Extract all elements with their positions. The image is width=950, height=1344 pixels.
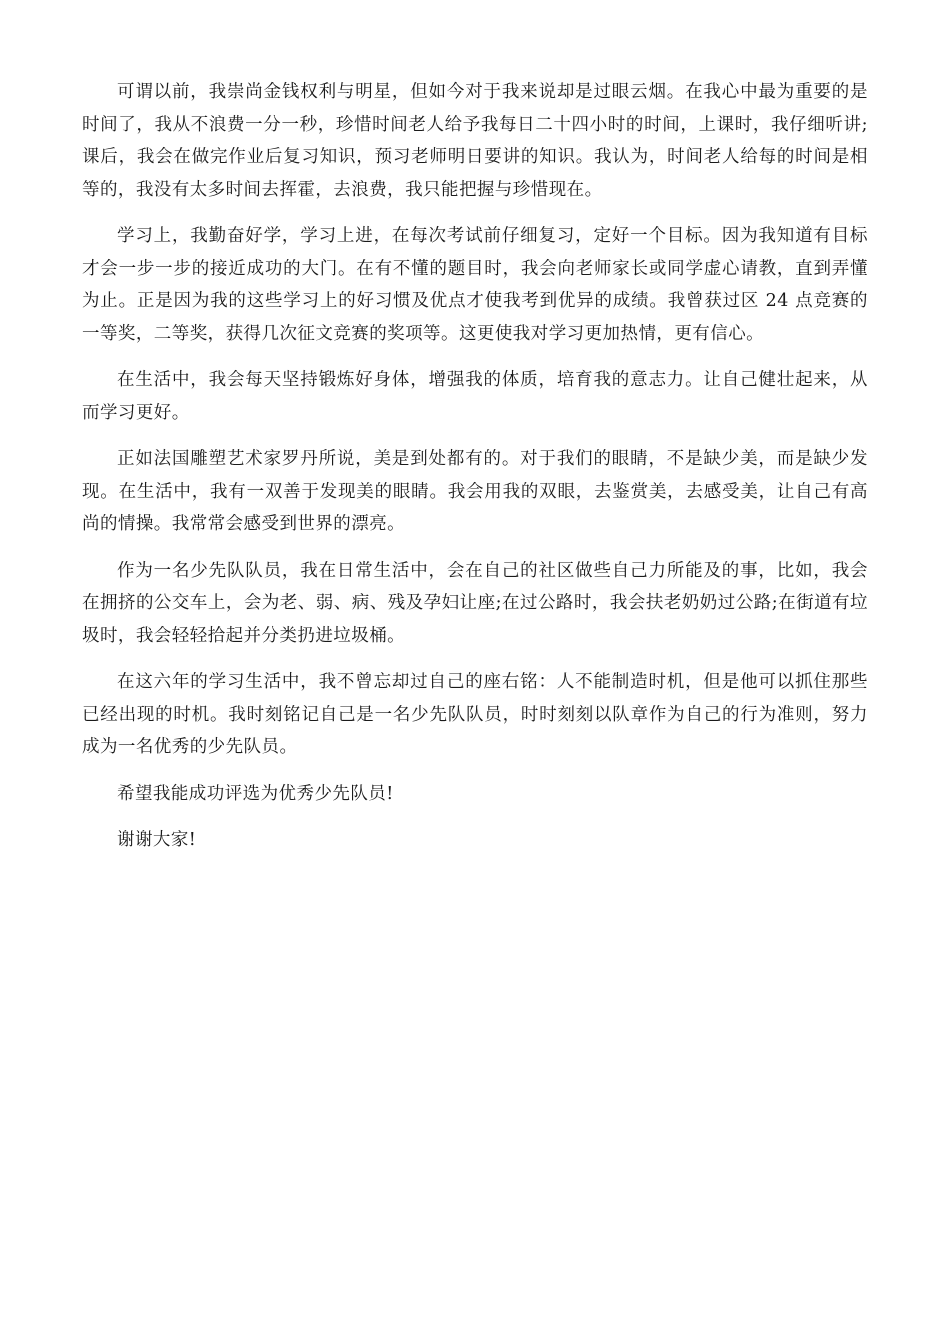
paragraph-community: 作为一名少先队队员，我在日常生活中，会在自己的社区做些自己力所能及的事，比如，我会在拥挤的公交车上，会为老、弱、病、残及孕妇让座;在过公路时，我会扶老奶奶过公路;在街道有垃圾时，我会轻轻拾起并分类扔进垃圾桶。 (82, 560, 868, 646)
paragraph-thanks: 谢谢大家! (117, 830, 197, 850)
paragraph-study: 学习上，我勤奋好学，学习上进，在每次考试前仔细复习，定好一个目标。因为我知道有目标才会一步一步的接近成功的大门。在有不懂的题目时，我会向老师家长或同学虚心请教，直到弄懂为止。正是因为我的这些学习上的好习惯及优点才使我考到优异的成绩。我曾获过区 24 点竞赛的一等奖，二等奖，获得几次征文竞赛的奖项等。这更使我对学习更加热情，更有信心。 (82, 226, 868, 344)
paragraph-hope: 希望我能成功评选为优秀少先队员! (117, 783, 394, 804)
paragraph-time: 可谓以前，我崇尚金钱权利与明星，但如今对于我来说却是过眼云烟。在我心中最为重要的是时间了，我从不浪费一分一秒，珍惜时间老人给予我每日二十四小时的时间，上课时，我仔细听讲;课后，我会在做完作业后复习知识，预习老师明日要讲的知识。我认为，时间老人给每的时间是相等的，我没有太多时间去挥霍，去浪费，我只能把握与珍惜现在。 (82, 82, 868, 200)
paragraph-beauty: 正如法国雕塑艺术家罗丹所说，美是到处都有的。对于我们的眼睛，不是缺少美，而是缺少发现。在生活中，我有一双善于发现美的眼睛。我会用我的双眼，去鉴赏美，去感受美，让自己有高尚的情操。我常常会感受到世界的漂亮。 (82, 449, 868, 534)
paragraph-exercise: 在生活中，我会每天坚持锻炼好身体，增强我的体质，培育我的意志力。让自己健壮起来，从而学习更好。 (82, 370, 868, 423)
paragraph-motto: 在这六年的学习生活中，我不曾忘却过自己的座右铭：人不能制造时机，但是他可以抓住那些已经出现的时机。我时刻铭记自己是一名少先队队员，时时刻刻以队章作为自己的行为准则，努力成为一名优秀的少先队员。 (82, 672, 868, 757)
document-body (82, 76, 868, 871)
